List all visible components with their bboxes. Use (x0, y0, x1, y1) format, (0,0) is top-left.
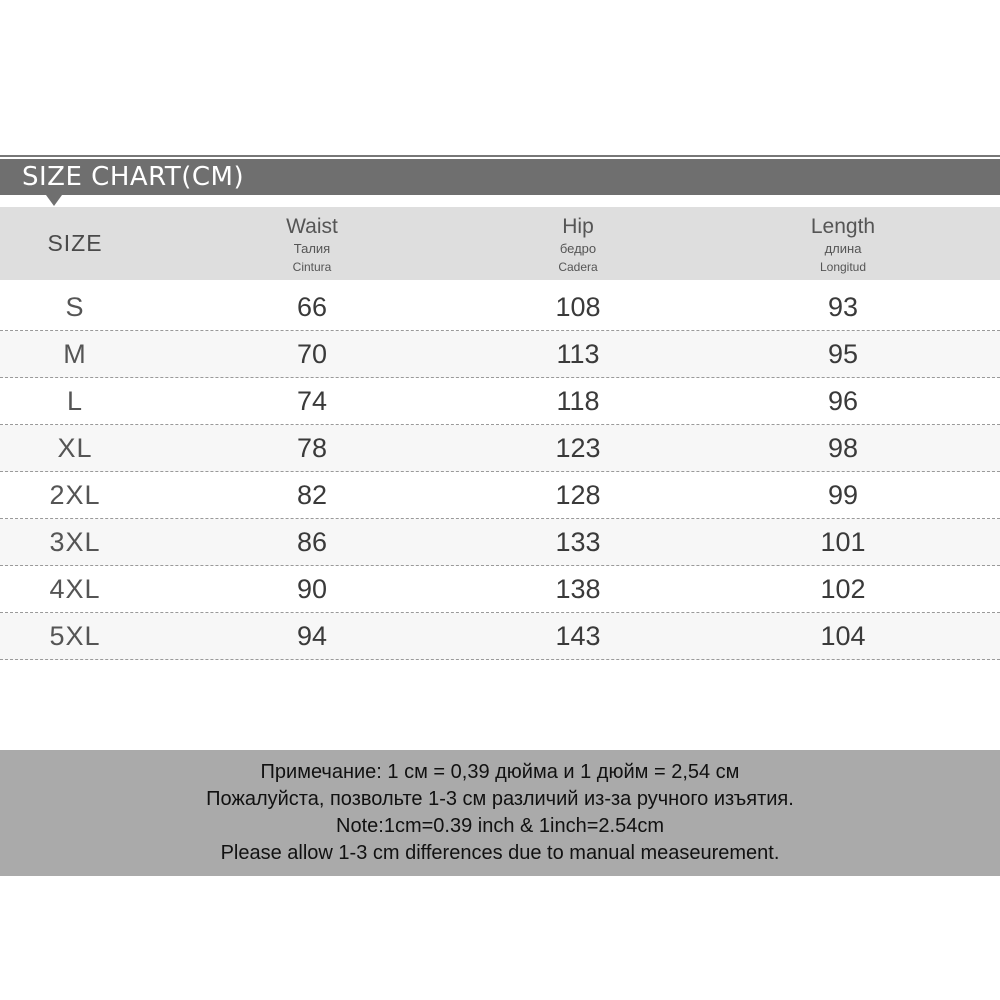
cell-hip: 123 (555, 433, 601, 463)
note-line-en-conversion: Note:1cm=0.39 inch & 1inch=2.54cm (336, 815, 664, 837)
table-row (0, 331, 1000, 378)
cell-size: 5XL (49, 621, 101, 651)
cell-size: 4XL (49, 574, 101, 604)
cell-size: 3XL (49, 527, 101, 557)
cell-length: 95 (827, 339, 859, 369)
table-row (0, 613, 1000, 660)
header-length (743, 215, 943, 277)
cell-size: S (65, 292, 85, 322)
cell-size: M (63, 339, 87, 369)
cell-hip: 108 (555, 292, 601, 322)
cell-length: 98 (827, 433, 859, 463)
top-divider (0, 155, 1000, 157)
table-row (0, 566, 1000, 613)
cell-waist: 78 (296, 433, 328, 463)
header-hip-en: Hip (562, 215, 594, 238)
measurement-note-box (0, 750, 1000, 876)
cell-hip: 143 (555, 621, 601, 651)
cell-length: 104 (820, 621, 866, 651)
cell-hip: 138 (555, 574, 601, 604)
cell-hip: 128 (555, 480, 601, 510)
cell-waist: 74 (296, 386, 328, 416)
title-pointer-arrow (46, 195, 62, 206)
table-header-row (0, 207, 1000, 280)
header-waist-en: Waist (286, 215, 338, 238)
header-hip-ru: бедро (559, 241, 597, 256)
cell-hip: 118 (556, 386, 600, 416)
cell-hip: 113 (556, 339, 600, 369)
cell-length: 101 (820, 527, 866, 557)
chart-title: SIZE CHART(CM) (22, 162, 245, 192)
header-hip-es: Cadera (558, 260, 598, 274)
cell-hip: 133 (555, 527, 601, 557)
cell-length: 102 (820, 574, 866, 604)
cell-waist: 94 (296, 621, 328, 651)
header-length-en: Length (810, 215, 876, 238)
cell-waist: 66 (296, 292, 328, 322)
cell-size: 2XL (49, 480, 101, 510)
header-size: SIZE (47, 230, 103, 256)
header-length-ru: длина (824, 241, 862, 256)
cell-size: XL (57, 433, 93, 463)
cell-length: 99 (827, 480, 859, 510)
note-line-ru-tolerance: Пожалуйста, позвольте 1-3 см различий из-за ручного изъятия. (206, 788, 794, 810)
cell-size: L (66, 386, 84, 416)
cell-waist: 82 (296, 480, 328, 510)
cell-waist: 70 (296, 339, 328, 369)
header-waist-es: Cintura (292, 260, 332, 274)
table-row (0, 378, 1000, 425)
cell-waist: 90 (296, 574, 328, 604)
cell-length: 93 (827, 292, 859, 322)
cell-waist: 86 (296, 527, 328, 557)
table-row (0, 472, 1000, 519)
cell-length: 96 (827, 386, 859, 416)
size-table-body (0, 284, 1000, 660)
table-row (0, 425, 1000, 472)
header-waist (212, 215, 412, 277)
note-line-en-tolerance: Please allow 1-3 cm differences due to manual measeurement. (220, 842, 780, 864)
header-waist-ru: Талия (293, 241, 331, 256)
note-line-ru-conversion: Примечание: 1 см = 0,39 дюйма и 1 дюйм = 2,54 см (260, 761, 740, 783)
header-hip (478, 215, 678, 277)
header-length-es: Longitud (819, 260, 867, 274)
table-row (0, 519, 1000, 566)
table-row (0, 284, 1000, 331)
